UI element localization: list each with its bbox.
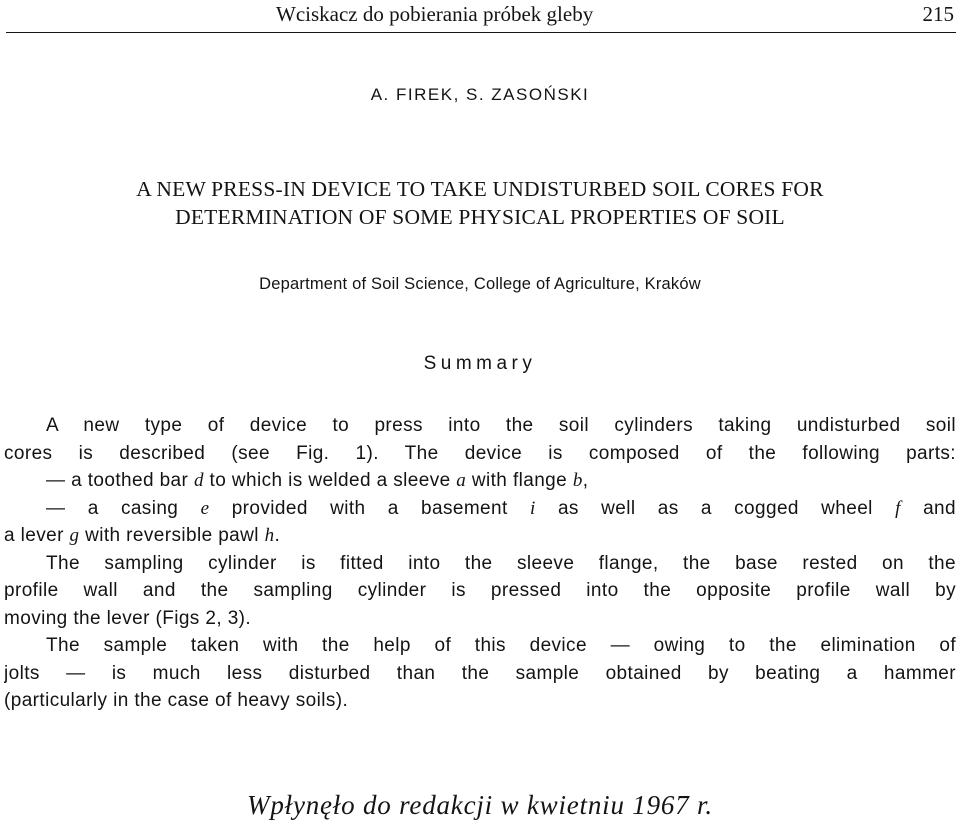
body-text-run: provided with a basement: [231, 497, 508, 519]
body-line: moving the lever (Figs 2, 3).: [4, 607, 252, 629]
body-text-run: to which is welded a sleeve: [209, 470, 451, 491]
body-text-run: ,: [582, 470, 589, 491]
title-line: DETERMINATION OF SOME PHYSICAL PROPERTIES OF SOIL: [175, 205, 785, 229]
body-line: (particularly in the case of heavy soils).: [4, 690, 349, 711]
article-title: [20, 175, 940, 231]
body-line: The sampling cylinder is fitted into the sleeve flange, the base rested on the: [46, 552, 956, 574]
page-number: 215: [922, 2, 954, 26]
part-letter: h: [264, 525, 275, 546]
body-text-run: and: [923, 497, 956, 519]
body-text-run: with flange: [471, 470, 568, 491]
body-line: [4, 522, 956, 550]
body-text-run: — a toothed bar: [46, 470, 189, 491]
running-head-title: Wciskacz do pobierania próbek gleby: [276, 2, 594, 26]
part-letter: f: [895, 497, 901, 519]
part-letter: i: [529, 497, 536, 519]
body-text-run: as well as a cogged wheel: [557, 497, 873, 519]
part-letter: b: [572, 470, 583, 491]
body-text-run: — a casing: [46, 497, 179, 519]
body-text-run: with reversible pawl: [85, 525, 259, 546]
body-line: jolts — is much less disturbed than the sample obtained by beating a hammer: [4, 662, 956, 684]
body-line: cores is described (see Fig. 1). The device is composed of the following parts:: [4, 442, 956, 464]
part-letter: d: [193, 470, 204, 491]
body-text-run: a lever: [4, 525, 64, 546]
body-line: The sample taken with the help of this device — owing to the elimination of: [46, 635, 956, 656]
authors: A. FIREK, S. ZASOŃSKI: [370, 85, 590, 104]
body-line: A new type of device to press into the soil cylinders taking undisturbed soil: [46, 415, 956, 436]
summary-body: [4, 412, 956, 715]
affiliation: Department of Soil Science, College of Agriculture, Kraków: [259, 275, 701, 293]
part-letter: e: [200, 497, 210, 519]
body-line: [4, 495, 956, 523]
part-letter: g: [69, 525, 80, 546]
body-text-run: .: [274, 525, 281, 546]
body-line: profile wall and the sampling cylinder is pressed into the opposite profile wall by: [4, 580, 956, 601]
body-line: [4, 467, 956, 495]
received-date: Wpłynęło do redakcji w kwietniu 1967 r.: [247, 790, 713, 820]
title-line: A NEW PRESS-IN DEVICE TO TAKE UNDISTURBED SOIL CORES FOR: [136, 177, 824, 201]
running-head: [6, 2, 956, 34]
part-letter: a: [456, 470, 467, 491]
summary-heading: Summary: [423, 353, 537, 374]
header-rule: [6, 32, 956, 33]
